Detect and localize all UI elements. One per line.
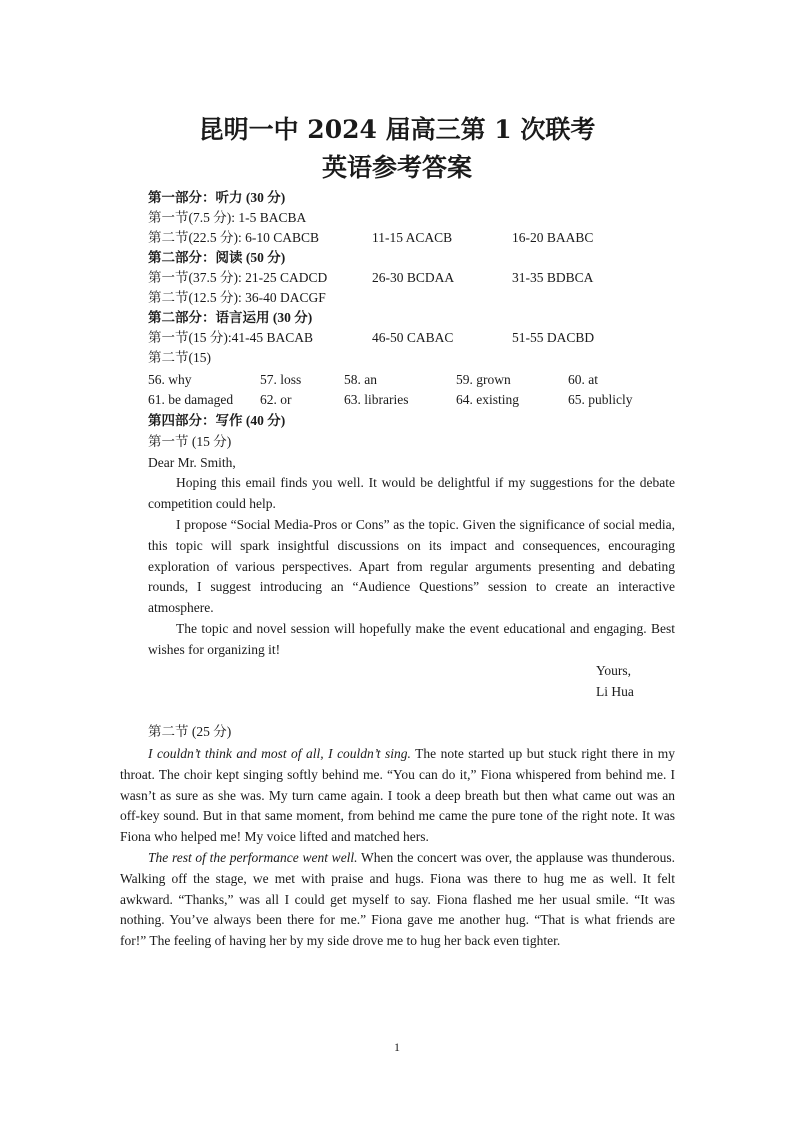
- letter-paragraph: Hoping this email finds you well. It would be delightful if my suggestions for the debate competition could help.: [148, 475, 675, 511]
- fill-answer: 59. grown: [456, 372, 511, 387]
- story-paragraph: [120, 848, 675, 952]
- answer-group: 第一节(15 分):41-45 BACAB: [148, 330, 313, 345]
- part3-section2: 第二节(15): [148, 350, 211, 365]
- fill-answer: 63. libraries: [344, 392, 409, 407]
- letter-paragraph: The topic and novel session will hopefully make the event educational and engaging. Best wishes for organizing it!: [148, 621, 675, 657]
- part1-section1: 第一节(7.5 分): 1-5 BACBA: [148, 210, 307, 225]
- page-number: 1: [394, 1040, 400, 1054]
- page-subtitle: 英语参考答案: [321, 153, 472, 182]
- answer-group: 16-20 BAABC: [512, 230, 594, 245]
- story-lead-sentence: The rest of the performance went well.: [148, 850, 358, 865]
- page-title: 昆明一中 2024 届高三第 1 次联考: [198, 115, 596, 144]
- answer-group: 第一节(37.5 分): 21-25 CADCD: [148, 270, 328, 285]
- fill-answer: 64. existing: [456, 392, 519, 407]
- part2-heading: 第二部分：阅读 (50 分): [148, 250, 286, 265]
- answer-group: 31-35 BDBCA: [512, 270, 594, 285]
- story-lead-sentence: I couldn’t think and most of all, I couldn’t sing.: [148, 746, 411, 761]
- letter-greeting: Dear Mr. Smith,: [148, 455, 236, 470]
- answer-group: 11-15 ACACB: [372, 230, 453, 245]
- letter-paragraph: I propose “Social Media-Pros or Cons” as the topic. Given the significance of social media, this topic will spark insightful discussions on its impact and consequences, encouraging exploration of various perspectives. Apart from regular arguments presenting and debating rounds, I suggest introducing an “Audience Questions” session to create an interactive atmosphere.: [148, 517, 675, 616]
- part3-heading: 第二部分：语言运用 (30 分): [148, 310, 313, 325]
- answer-group: 51-55 DACBD: [512, 330, 595, 345]
- part4-heading: 第四部分：写作 (40 分): [148, 413, 286, 428]
- fill-answer: 60. at: [568, 372, 598, 387]
- fill-answer: 57. loss: [260, 372, 302, 387]
- part4-section1: 第一节 (15 分): [148, 434, 232, 449]
- story-text: The note started up but stuck right there in my throat. The choir kept singing softly behind me. “You can do it,” Fiona whispered from behind me. I wasn’t as sure as she was. My turn came again. I took a deep breath but then what came out was an off-key sound. But in that same moment, from behind me came the pure tone of the right note. It was Fiona who helped me! My voice lifted and matched hers.: [120, 746, 675, 845]
- fill-answer: 65. publicly: [568, 392, 633, 407]
- letter-closing: Yours,: [596, 663, 632, 678]
- fill-answer: 62. or: [260, 392, 292, 407]
- answer-group: 46-50 CABAC: [372, 330, 454, 345]
- part1-heading: 第一部分：听力 (30 分): [148, 190, 286, 205]
- answer-group: 第二节(22.5 分): 6-10 CABCB: [148, 230, 320, 245]
- fill-answer: 61. be damaged: [148, 392, 234, 407]
- answer-group: 26-30 BCDAA: [372, 270, 455, 285]
- part2-section2: 第二节(12.5 分): 36-40 DACGF: [148, 290, 326, 305]
- letter-signature: Li Hua: [596, 684, 634, 699]
- fill-answer: 58. an: [344, 372, 377, 387]
- fill-answer: 56. why: [148, 372, 192, 387]
- story-paragraph: [120, 744, 675, 848]
- story-text: When the concert was over, the applause was thunderous. Walking off the stage, we met with praise and hugs. Fiona was there to hug me as well. It felt awkward. “Thanks,” was all I could get myself to say. Fiona flashed me her usual smile. “It was nothing. You’ve always been there for me.” Fiona gave me another hug. “That is what friends are for!” The feeling of having her by my side drove me to hug her back even tighter.: [120, 850, 675, 949]
- section2-heading: 第二节 (25 分): [148, 724, 232, 739]
